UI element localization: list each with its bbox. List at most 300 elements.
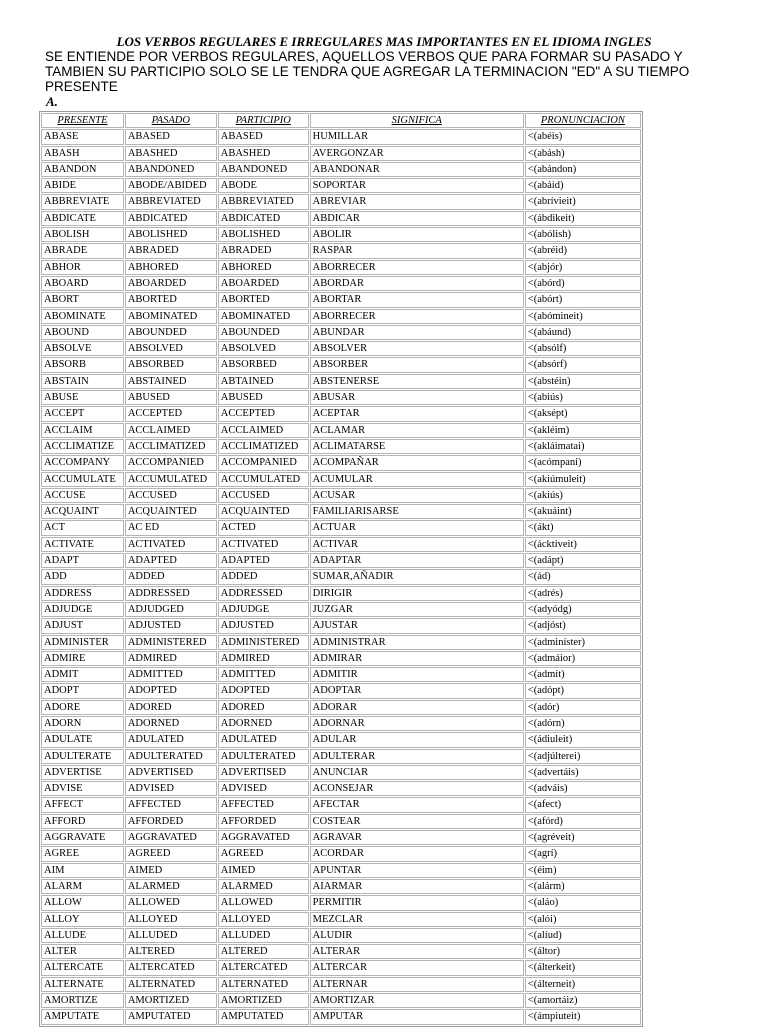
presente-cell: ADMINISTER: [41, 635, 124, 650]
participio-cell: ADULATED: [218, 732, 309, 747]
table-row: [41, 716, 641, 731]
participio-cell: ABASHED: [218, 146, 309, 161]
participio-cell: ABOARDED: [218, 276, 309, 291]
pasado-cell: ADDED: [125, 569, 217, 584]
significa-cell: MEZCLAR: [310, 912, 524, 927]
pronunciacion-cell: <(álterneit): [525, 977, 641, 992]
significa-cell: ABORDAR: [310, 276, 524, 291]
participio-cell: ACCLAIMED: [218, 423, 309, 438]
significa-cell: ADMITIR: [310, 667, 524, 682]
pasado-cell: ABBREVIATED: [125, 194, 217, 209]
participio-cell: ACCUSED: [218, 488, 309, 503]
significa-cell: DIRIGIR: [310, 586, 524, 601]
participio-cell: ACTIVATED: [218, 537, 309, 552]
participio-cell: ACQUAINTED: [218, 504, 309, 519]
header-significa: SIGNIFICA: [310, 113, 524, 128]
significa-cell: PERMITIR: [310, 895, 524, 910]
pronunciacion-cell: <(afect): [525, 797, 641, 812]
significa-cell: APUNTAR: [310, 863, 524, 878]
participio-cell: ABUSED: [218, 390, 309, 405]
participio-cell: AMORTIZED: [218, 993, 309, 1008]
presente-cell: ACT: [41, 520, 124, 535]
presente-cell: AIM: [41, 863, 124, 878]
pronunciacion-cell: <(áltor): [525, 944, 641, 959]
table-row: [41, 683, 641, 698]
pronunciacion-cell: <(agréveit): [525, 830, 641, 845]
significa-cell: AIARMAR: [310, 879, 524, 894]
pronunciacion-cell: <(adminíster): [525, 635, 641, 650]
significa-cell: ABUNDAR: [310, 325, 524, 340]
table-row: [41, 993, 641, 1008]
pronunciacion-cell: <(abrívieit): [525, 194, 641, 209]
pronunciacion-cell: <(abásh): [525, 146, 641, 161]
pronunciacion-cell: <(admáior): [525, 651, 641, 666]
table-row: [41, 211, 641, 226]
significa-cell: ACORDAR: [310, 846, 524, 861]
pasado-cell: ABOLISHED: [125, 227, 217, 242]
table-row: [41, 732, 641, 747]
presente-cell: AGGRAVATE: [41, 830, 124, 845]
pasado-cell: ALTERCATED: [125, 960, 217, 975]
participio-cell: ALLUDED: [218, 928, 309, 943]
presente-cell: ABOARD: [41, 276, 124, 291]
intro-paragraph: SE ENTIENDE POR VERBOS REGULARES, AQUELLOS VERBOS QUE PARA FORMAR SU PASADO Y TAMBIEN SU PARTICIPIO SOLO SE LE TENDRA QUE AGREGAR LA TERMINACION "ED" A SU TIEMPO PRESENTE: [45, 49, 690, 94]
pronunciacion-cell: <(absórf): [525, 357, 641, 372]
section-letter: A.: [46, 94, 58, 109]
participio-cell: ABOUNDED: [218, 325, 309, 340]
participio-cell: AFFECTED: [218, 797, 309, 812]
significa-cell: HUMILLAR: [310, 129, 524, 144]
significa-cell: ABSTENERSE: [310, 374, 524, 389]
table-row: [41, 863, 641, 878]
pasado-cell: ACCUMULATED: [125, 472, 217, 487]
pronunciacion-cell: <(ádiuleit): [525, 732, 641, 747]
significa-cell: ACUMULAR: [310, 472, 524, 487]
pasado-cell: ABHORED: [125, 260, 217, 275]
pasado-cell: ABDICATED: [125, 211, 217, 226]
significa-cell: ALTERNAR: [310, 977, 524, 992]
pronunciacion-cell: <(adópt): [525, 683, 641, 698]
participio-cell: ABODE: [218, 178, 309, 193]
pronunciacion-cell: <(adór): [525, 700, 641, 715]
pasado-cell: ADMINISTERED: [125, 635, 217, 650]
presente-cell: ADD: [41, 569, 124, 584]
table-row: [41, 977, 641, 992]
pasado-cell: ACQUAINTED: [125, 504, 217, 519]
significa-cell: ACONSEJAR: [310, 781, 524, 796]
significa-cell: ACTIVAR: [310, 537, 524, 552]
table-row: [41, 781, 641, 796]
pasado-cell: ABOUNDED: [125, 325, 217, 340]
pasado-cell: AC ED: [125, 520, 217, 535]
participio-cell: ACTED: [218, 520, 309, 535]
significa-cell: AVERGONZAR: [310, 146, 524, 161]
table-row: [41, 651, 641, 666]
significa-cell: ABUSAR: [310, 390, 524, 405]
pronunciacion-cell: <(adjúlterei): [525, 749, 641, 764]
pasado-cell: ADMIRED: [125, 651, 217, 666]
pasado-cell: ALTERNATED: [125, 977, 217, 992]
table-row: [41, 846, 641, 861]
presente-cell: ABASE: [41, 129, 124, 144]
table-row: [41, 227, 641, 242]
table-row: [41, 537, 641, 552]
pasado-cell: ABSTAINED: [125, 374, 217, 389]
participio-cell: ABSORBED: [218, 357, 309, 372]
pronunciacion-cell: <(adrés): [525, 586, 641, 601]
presente-cell: ACCEPT: [41, 406, 124, 421]
pasado-cell: AGREED: [125, 846, 217, 861]
pasado-cell: AMORTIZED: [125, 993, 217, 1008]
pronunciacion-cell: <(akuáint): [525, 504, 641, 519]
table-row: [41, 749, 641, 764]
header-presente: PRESENTE: [41, 113, 124, 128]
significa-cell: ACLIMATARSE: [310, 439, 524, 454]
presente-cell: AFFORD: [41, 814, 124, 829]
header-pasado: PASADO: [125, 113, 217, 128]
pasado-cell: AFFECTED: [125, 797, 217, 812]
pronunciacion-cell: <(abómineit): [525, 309, 641, 324]
participio-cell: ACCEPTED: [218, 406, 309, 421]
table-row: [41, 455, 641, 470]
significa-cell: FAMILIARISARSE: [310, 504, 524, 519]
pasado-cell: AFFORDED: [125, 814, 217, 829]
significa-cell: ADAPTAR: [310, 553, 524, 568]
pasado-cell: ABRADED: [125, 243, 217, 258]
table-row: [41, 569, 641, 584]
significa-cell: ADULAR: [310, 732, 524, 747]
pronunciacion-cell: <(aláo): [525, 895, 641, 910]
pronunciacion-cell: <(adyódg): [525, 602, 641, 617]
pasado-cell: ACCUSED: [125, 488, 217, 503]
table-body: [41, 129, 641, 1024]
participio-cell: ADMINISTERED: [218, 635, 309, 650]
presente-cell: ACCLAIM: [41, 423, 124, 438]
significa-cell: SUMAR,AÑADIR: [310, 569, 524, 584]
pronunciacion-cell: <(abórd): [525, 276, 641, 291]
table-row: [41, 374, 641, 389]
pronunciacion-cell: <(abólish): [525, 227, 641, 242]
pronunciacion-cell: <(abáund): [525, 325, 641, 340]
significa-cell: ABOLIR: [310, 227, 524, 242]
presente-cell: AMPUTATE: [41, 1009, 124, 1024]
participio-cell: ACCLIMATIZED: [218, 439, 309, 454]
presente-cell: ABASH: [41, 146, 124, 161]
table-row: [41, 765, 641, 780]
presente-cell: ACCOMPANY: [41, 455, 124, 470]
pasado-cell: ACCLIMATIZED: [125, 439, 217, 454]
table-row: [41, 879, 641, 894]
presente-cell: ALLOW: [41, 895, 124, 910]
presente-cell: ACCUMULATE: [41, 472, 124, 487]
significa-cell: ACOMPAÑAR: [310, 455, 524, 470]
participio-cell: ALLOWED: [218, 895, 309, 910]
pasado-cell: ADJUDGED: [125, 602, 217, 617]
presente-cell: ADORN: [41, 716, 124, 731]
presente-cell: ABDICATE: [41, 211, 124, 226]
presente-cell: ADMIT: [41, 667, 124, 682]
pasado-cell: ALARMED: [125, 879, 217, 894]
table-row: [41, 292, 641, 307]
presente-cell: ABRADE: [41, 243, 124, 258]
significa-cell: AFECTAR: [310, 797, 524, 812]
pronunciacion-cell: <(akiús): [525, 488, 641, 503]
pasado-cell: ADULATED: [125, 732, 217, 747]
presente-cell: ABBREVIATE: [41, 194, 124, 209]
pronunciacion-cell: <(afórd): [525, 814, 641, 829]
pasado-cell: ADAPTED: [125, 553, 217, 568]
table-header-row: [41, 113, 641, 128]
significa-cell: COSTEAR: [310, 814, 524, 829]
participio-cell: ADDED: [218, 569, 309, 584]
pasado-cell: ADOPTED: [125, 683, 217, 698]
pasado-cell: ACCOMPANIED: [125, 455, 217, 470]
pasado-cell: ALLOWED: [125, 895, 217, 910]
presente-cell: ABANDON: [41, 162, 124, 177]
presente-cell: ABHOR: [41, 260, 124, 275]
presente-cell: ADAPT: [41, 553, 124, 568]
table-row: [41, 439, 641, 454]
table-row: [41, 602, 641, 617]
pasado-cell: ABODE/ABIDED: [125, 178, 217, 193]
presente-cell: ABORT: [41, 292, 124, 307]
participio-cell: ABBREVIATED: [218, 194, 309, 209]
presente-cell: ALTER: [41, 944, 124, 959]
presente-cell: ADJUST: [41, 618, 124, 633]
pasado-cell: ABOARDED: [125, 276, 217, 291]
presente-cell: ABOMINATE: [41, 309, 124, 324]
pasado-cell: ABOMINATED: [125, 309, 217, 324]
pronunciacion-cell: <(adórn): [525, 716, 641, 731]
significa-cell: JUZGAR: [310, 602, 524, 617]
pronunciacion-cell: <(akiúmuleit): [525, 472, 641, 487]
table-row: [41, 423, 641, 438]
table-row: [41, 895, 641, 910]
pronunciacion-cell: <(alói): [525, 912, 641, 927]
pronunciacion-cell: <(ád): [525, 569, 641, 584]
pronunciacion-cell: <(aksépt): [525, 406, 641, 421]
significa-cell: ADULTERAR: [310, 749, 524, 764]
pronunciacion-cell: <(abiús): [525, 390, 641, 405]
pronunciacion-cell: <(abórt): [525, 292, 641, 307]
pronunciacion-cell: <(akláimatai): [525, 439, 641, 454]
participio-cell: ABRADED: [218, 243, 309, 258]
participio-cell: AMPUTATED: [218, 1009, 309, 1024]
participio-cell: ABANDONED: [218, 162, 309, 177]
table-row: [41, 928, 641, 943]
pronunciacion-cell: <(abéis): [525, 129, 641, 144]
participio-cell: ADMITTED: [218, 667, 309, 682]
pronunciacion-cell: <(amortáiz): [525, 993, 641, 1008]
pasado-cell: ALTERED: [125, 944, 217, 959]
table-row: [41, 586, 641, 601]
verbs-table: [39, 111, 643, 1027]
participio-cell: ADDRESSED: [218, 586, 309, 601]
significa-cell: AMPUTAR: [310, 1009, 524, 1024]
participio-cell: ABSOLVED: [218, 341, 309, 356]
pronunciacion-cell: <(abréid): [525, 243, 641, 258]
pronunciacion-cell: <(abstéin): [525, 374, 641, 389]
pronunciacion-cell: <(ámpiuteit): [525, 1009, 641, 1024]
participio-cell: ABTAINED: [218, 374, 309, 389]
table-row: [41, 325, 641, 340]
table-row: [41, 797, 641, 812]
participio-cell: ALTERNATED: [218, 977, 309, 992]
pasado-cell: ABASED: [125, 129, 217, 144]
presente-cell: ALTERCATE: [41, 960, 124, 975]
presente-cell: ADULATE: [41, 732, 124, 747]
presente-cell: ALLOY: [41, 912, 124, 927]
participio-cell: AFFORDED: [218, 814, 309, 829]
presente-cell: ACTIVATE: [41, 537, 124, 552]
table-row: [41, 162, 641, 177]
table-row: [41, 944, 641, 959]
significa-cell: SOPORTAR: [310, 178, 524, 193]
pronunciacion-cell: <(acómpani): [525, 455, 641, 470]
pronunciacion-cell: <(ácktiveit): [525, 537, 641, 552]
presente-cell: ABUSE: [41, 390, 124, 405]
participio-cell: ABDICATED: [218, 211, 309, 226]
significa-cell: ALTERCAR: [310, 960, 524, 975]
participio-cell: ADAPTED: [218, 553, 309, 568]
table-row: [41, 357, 641, 372]
pronunciacion-cell: <(absólf): [525, 341, 641, 356]
presente-cell: ALTERNATE: [41, 977, 124, 992]
pasado-cell: ADULTERATED: [125, 749, 217, 764]
participio-cell: ADOPTED: [218, 683, 309, 698]
significa-cell: ABORRECER: [310, 309, 524, 324]
table-row: [41, 504, 641, 519]
participio-cell: ADVISED: [218, 781, 309, 796]
presente-cell: ACQUAINT: [41, 504, 124, 519]
participio-cell: ADJUDGE: [218, 602, 309, 617]
participio-cell: AGREED: [218, 846, 309, 861]
significa-cell: RASPAR: [310, 243, 524, 258]
significa-cell: ADMINISTRAR: [310, 635, 524, 650]
presente-cell: ABSTAIN: [41, 374, 124, 389]
significa-cell: ABSORBER: [310, 357, 524, 372]
pasado-cell: AMPUTATED: [125, 1009, 217, 1024]
presente-cell: ADOPT: [41, 683, 124, 698]
participio-cell: ADORNED: [218, 716, 309, 731]
participio-cell: ADULTERATED: [218, 749, 309, 764]
pronunciacion-cell: <(adápt): [525, 553, 641, 568]
significa-cell: ABREVIAR: [310, 194, 524, 209]
pasado-cell: ABASHED: [125, 146, 217, 161]
significa-cell: AGRAVAR: [310, 830, 524, 845]
participio-cell: ALTERED: [218, 944, 309, 959]
presente-cell: ADULTERATE: [41, 749, 124, 764]
significa-cell: ABANDONAR: [310, 162, 524, 177]
pasado-cell: ABANDONED: [125, 162, 217, 177]
participio-cell: ABOMINATED: [218, 309, 309, 324]
table-row: [41, 390, 641, 405]
presente-cell: ADJUDGE: [41, 602, 124, 617]
significa-cell: AJUSTAR: [310, 618, 524, 633]
significa-cell: AMORTIZAR: [310, 993, 524, 1008]
pasado-cell: ALLOYED: [125, 912, 217, 927]
presente-cell: ABIDE: [41, 178, 124, 193]
pronunciacion-cell: <(abáid): [525, 178, 641, 193]
pronunciacion-cell: <(akléim): [525, 423, 641, 438]
pasado-cell: AGGRAVATED: [125, 830, 217, 845]
participio-cell: ALARMED: [218, 879, 309, 894]
table-row: [41, 341, 641, 356]
pasado-cell: ADJUSTED: [125, 618, 217, 633]
table-row: [41, 667, 641, 682]
pronunciacion-cell: <(advertáis): [525, 765, 641, 780]
table-row: [41, 488, 641, 503]
pronunciacion-cell: <(adváis): [525, 781, 641, 796]
table-row: [41, 194, 641, 209]
table-row: [41, 129, 641, 144]
table-row: [41, 700, 641, 715]
significa-cell: ALTERAR: [310, 944, 524, 959]
presente-cell: ABSORB: [41, 357, 124, 372]
pronunciacion-cell: <(ábdikeit): [525, 211, 641, 226]
pronunciacion-cell: <(admít): [525, 667, 641, 682]
presente-cell: ALLUDE: [41, 928, 124, 943]
participio-cell: ACCUMULATED: [218, 472, 309, 487]
pasado-cell: ABUSED: [125, 390, 217, 405]
presente-cell: ABSOLVE: [41, 341, 124, 356]
presente-cell: ADDRESS: [41, 586, 124, 601]
pronunciacion-cell: <(adjóst): [525, 618, 641, 633]
presente-cell: ABOUND: [41, 325, 124, 340]
presente-cell: ADVISE: [41, 781, 124, 796]
pasado-cell: ACCLAIMED: [125, 423, 217, 438]
significa-cell: ABSOLVER: [310, 341, 524, 356]
table-row: [41, 635, 641, 650]
presente-cell: ADVERTISE: [41, 765, 124, 780]
significa-cell: ABORRECER: [310, 260, 524, 275]
table-row: [41, 520, 641, 535]
pronunciacion-cell: <(alárm): [525, 879, 641, 894]
pasado-cell: ALLUDED: [125, 928, 217, 943]
participio-cell: ABOLISHED: [218, 227, 309, 242]
table-row: [41, 830, 641, 845]
presente-cell: ADORE: [41, 700, 124, 715]
page-title: LOS VERBOS REGULARES E IRREGULARES MAS IMPORTANTES EN EL IDIOMA INGLES: [116, 34, 652, 49]
pasado-cell: ADMITTED: [125, 667, 217, 682]
table-row: [41, 472, 641, 487]
pasado-cell: ADVISED: [125, 781, 217, 796]
table-row: [41, 309, 641, 324]
header-participio: PARTICIPIO: [218, 113, 309, 128]
table-row: [41, 960, 641, 975]
table-row: [41, 814, 641, 829]
presente-cell: ALARM: [41, 879, 124, 894]
pasado-cell: ADDRESSED: [125, 586, 217, 601]
pasado-cell: ABSOLVED: [125, 341, 217, 356]
significa-cell: ACUSAR: [310, 488, 524, 503]
pasado-cell: ABSORBED: [125, 357, 217, 372]
participio-cell: ADJUSTED: [218, 618, 309, 633]
significa-cell: ALUDIR: [310, 928, 524, 943]
pronunciacion-cell: <(éim): [525, 863, 641, 878]
participio-cell: AGGRAVATED: [218, 830, 309, 845]
pasado-cell: ADORNED: [125, 716, 217, 731]
table-row: [41, 243, 641, 258]
significa-cell: ACTUAR: [310, 520, 524, 535]
pronunciacion-cell: <(agrí): [525, 846, 641, 861]
pronunciacion-cell: <(alíud): [525, 928, 641, 943]
presente-cell: ADMIRE: [41, 651, 124, 666]
pasado-cell: ADORED: [125, 700, 217, 715]
pasado-cell: ADVERTISED: [125, 765, 217, 780]
participio-cell: ABHORED: [218, 260, 309, 275]
pasado-cell: ABORTED: [125, 292, 217, 307]
